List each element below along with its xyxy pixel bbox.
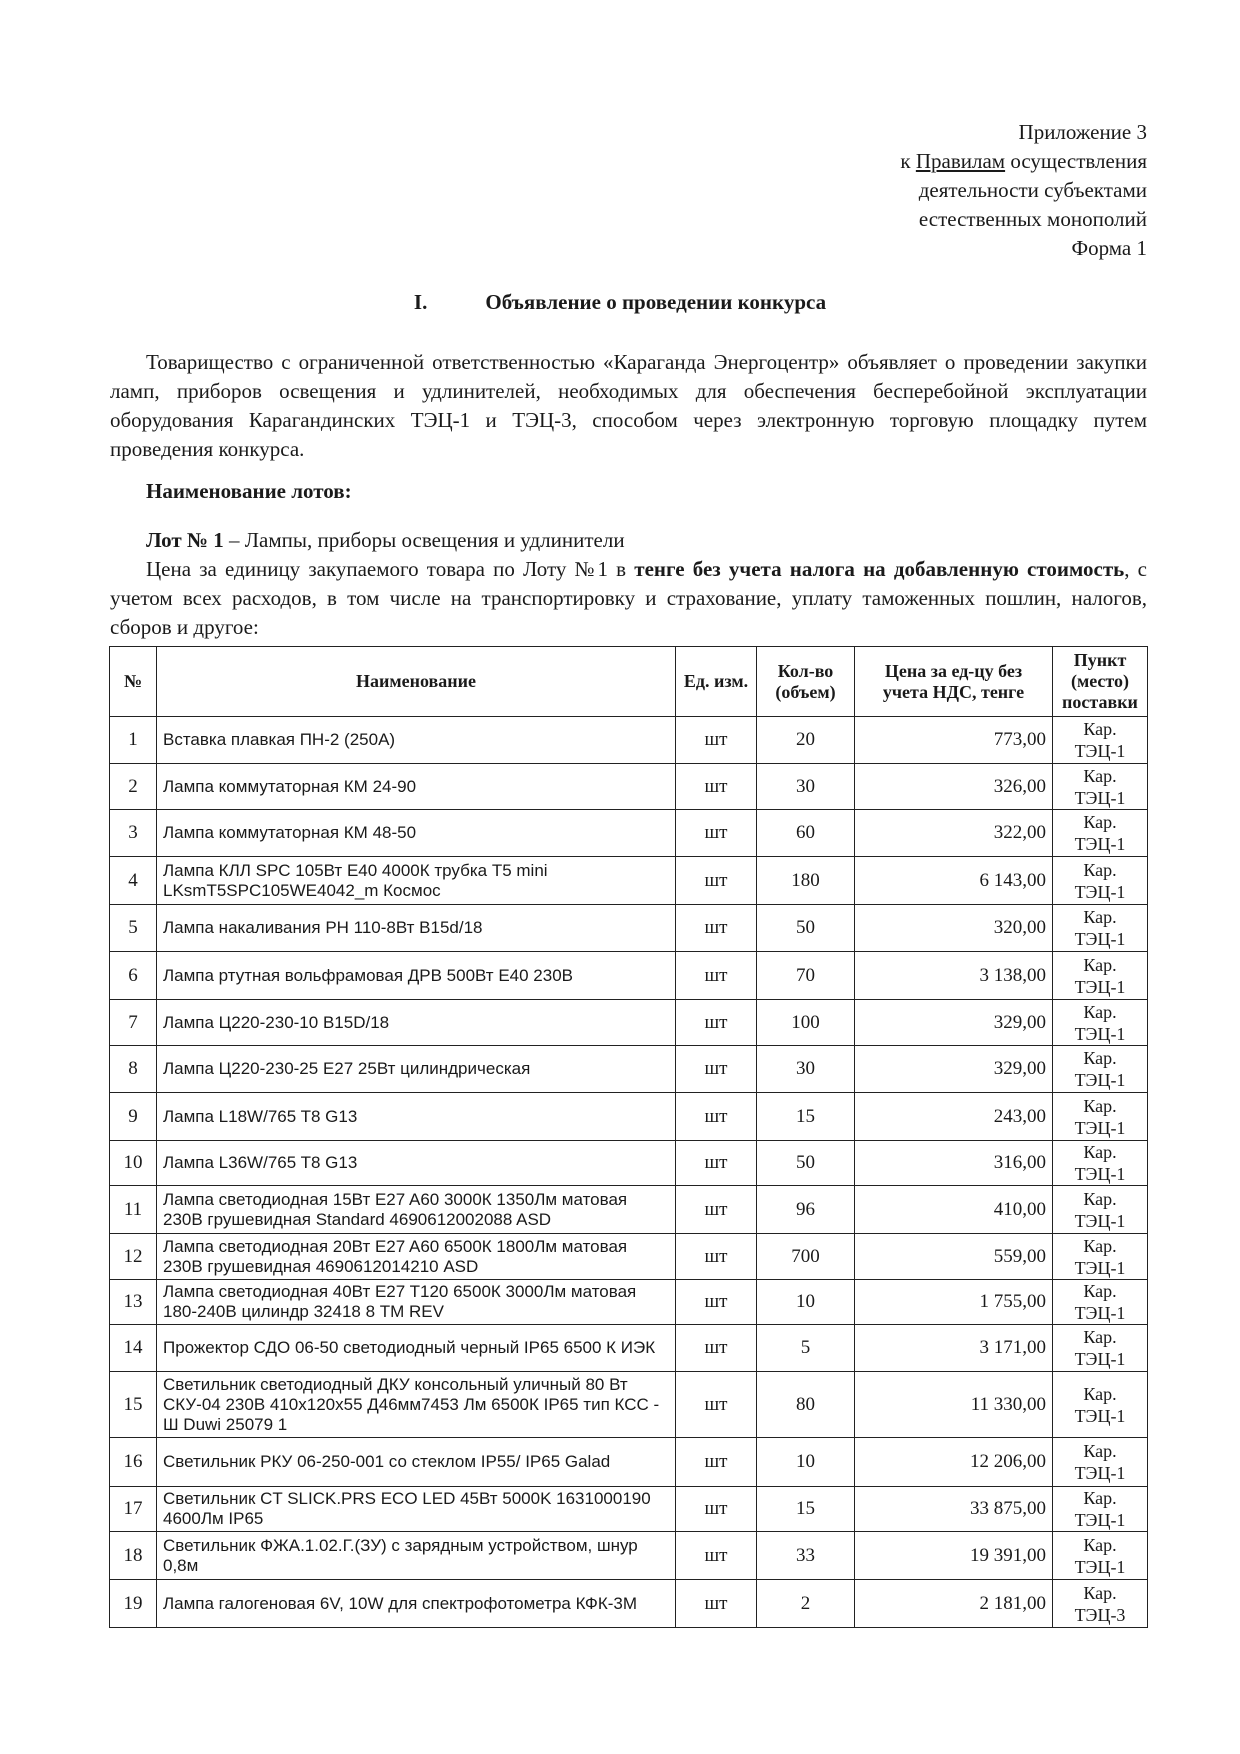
table-row bbox=[110, 1234, 1148, 1280]
item-unit: шт bbox=[676, 1000, 757, 1046]
item-quantity: 50 bbox=[757, 1141, 855, 1186]
item-unit: шт bbox=[676, 1580, 757, 1628]
price-note-bold: тенге без учета налога на добавленную стоимость bbox=[634, 557, 1125, 581]
item-price: 19 391,00 bbox=[855, 1532, 1053, 1580]
row-number: 5 bbox=[110, 905, 157, 952]
item-unit: шт bbox=[676, 952, 757, 1000]
item-name: Вставка плавкая ПН-2 (250А) bbox=[157, 717, 676, 764]
item-unit: шт bbox=[676, 810, 757, 857]
item-quantity: 15 bbox=[757, 1093, 855, 1141]
table-row bbox=[110, 764, 1148, 810]
item-quantity: 30 bbox=[757, 764, 855, 810]
header-num: № bbox=[110, 647, 157, 717]
annex-line-3: деятельности субъектами bbox=[918, 178, 1147, 202]
row-number: 2 bbox=[110, 764, 157, 810]
item-delivery-place: Кар. ТЭЦ-1 bbox=[1053, 1141, 1148, 1186]
table-row bbox=[110, 1532, 1148, 1580]
item-delivery-place: Кар. ТЭЦ-1 bbox=[1053, 1046, 1148, 1093]
item-name: Лампа светодиодная 15Вт E27 A60 3000К 1350Лм матовая 230В грушевидная Standard 4690612002088 ASD bbox=[157, 1186, 676, 1234]
section-number: I. bbox=[413, 290, 428, 314]
row-number: 8 bbox=[110, 1046, 157, 1093]
item-delivery-place: Кар. ТЭЦ-1 bbox=[1053, 717, 1148, 764]
item-price: 2 181,00 bbox=[855, 1580, 1053, 1628]
row-number: 13 bbox=[110, 1280, 157, 1325]
row-number: 6 bbox=[110, 952, 157, 1000]
row-number: 3 bbox=[110, 810, 157, 857]
lot-1-label: Лот № 1 bbox=[146, 528, 224, 552]
item-quantity: 10 bbox=[757, 1280, 855, 1325]
item-price: 773,00 bbox=[855, 717, 1053, 764]
item-unit: шт bbox=[676, 717, 757, 764]
item-price: 1 755,00 bbox=[855, 1280, 1053, 1325]
item-quantity: 10 bbox=[757, 1438, 855, 1487]
item-delivery-place: Кар. ТЭЦ-1 bbox=[1053, 1093, 1148, 1141]
item-quantity: 96 bbox=[757, 1186, 855, 1234]
item-price: 410,00 bbox=[855, 1186, 1053, 1234]
item-price: 329,00 bbox=[855, 1000, 1053, 1046]
row-number: 14 bbox=[110, 1325, 157, 1372]
lot-1-text: – Лампы, приборы освещения и удлинители bbox=[223, 528, 625, 552]
table-row bbox=[110, 1580, 1148, 1628]
item-unit: шт bbox=[676, 1372, 757, 1438]
header-qty: Кол-во (объем) bbox=[757, 647, 855, 717]
table-row bbox=[110, 1487, 1148, 1532]
items-table bbox=[109, 646, 1148, 1628]
item-unit: шт bbox=[676, 1532, 757, 1580]
item-price: 316,00 bbox=[855, 1141, 1053, 1186]
annex-block bbox=[900, 118, 1147, 263]
row-number: 4 bbox=[110, 857, 157, 905]
item-name: Лампа Ц220-230-10 B15D/18 bbox=[157, 1000, 676, 1046]
table-row bbox=[110, 905, 1148, 952]
item-price: 243,00 bbox=[855, 1093, 1053, 1141]
table-row bbox=[110, 1093, 1148, 1141]
item-unit: шт bbox=[676, 1234, 757, 1280]
item-name: Лампа L36W/765 T8 G13 bbox=[157, 1141, 676, 1186]
item-delivery-place: Кар. ТЭЦ-1 bbox=[1053, 857, 1148, 905]
row-number: 7 bbox=[110, 1000, 157, 1046]
section-title: Объявление о проведении конкурса bbox=[485, 290, 827, 314]
item-delivery-place: Кар. ТЭЦ-1 bbox=[1053, 905, 1148, 952]
item-name: Лампа светодиодная 40Вт E27 T120 6500К 3000Лм матовая 180-240В цилиндр 32418 8 TM REV bbox=[157, 1280, 676, 1325]
annex-line-2-prefix: к bbox=[900, 149, 916, 173]
price-note-part1: Цена за единицу закупаемого товара по Лоту №1 в bbox=[146, 557, 635, 581]
table-row bbox=[110, 1186, 1148, 1234]
item-quantity: 180 bbox=[757, 857, 855, 905]
header-unit: Ед. изм. bbox=[676, 647, 757, 717]
item-price: 3 171,00 bbox=[855, 1325, 1053, 1372]
header-price: Цена за ед-цу без учета НДС, тенге bbox=[855, 647, 1053, 717]
item-unit: шт bbox=[676, 1438, 757, 1487]
item-delivery-place: Кар. ТЭЦ-1 bbox=[1053, 1372, 1148, 1438]
item-quantity: 100 bbox=[757, 1000, 855, 1046]
item-unit: шт bbox=[676, 1325, 757, 1372]
item-quantity: 60 bbox=[757, 810, 855, 857]
price-note-part2: , с учетом всех расходов, в том числе на транспортировку и страхование, уплату таможенных пошлин, налогов, сборов и другое: bbox=[110, 557, 1148, 639]
table-row bbox=[110, 952, 1148, 1000]
item-unit: шт bbox=[676, 1280, 757, 1325]
table-row bbox=[110, 1046, 1148, 1093]
table-row bbox=[110, 1325, 1148, 1372]
item-quantity: 30 bbox=[757, 1046, 855, 1093]
row-number: 16 bbox=[110, 1438, 157, 1487]
row-number: 11 bbox=[110, 1186, 157, 1234]
item-unit: шт bbox=[676, 1141, 757, 1186]
table-row bbox=[110, 717, 1148, 764]
item-delivery-place: Кар. ТЭЦ-3 bbox=[1053, 1580, 1148, 1628]
item-delivery-place: Кар. ТЭЦ-1 bbox=[1053, 1438, 1148, 1487]
item-unit: шт bbox=[676, 764, 757, 810]
item-unit: шт bbox=[676, 1046, 757, 1093]
item-delivery-place: Кар. ТЭЦ-1 bbox=[1053, 1234, 1148, 1280]
item-unit: шт bbox=[676, 1186, 757, 1234]
item-name: Светильник ФЖА.1.02.Г.(ЗУ) с зарядным устройством, шнур 0,8м bbox=[157, 1532, 676, 1580]
item-quantity: 5 bbox=[757, 1325, 855, 1372]
row-number: 10 bbox=[110, 1141, 157, 1186]
rules-link[interactable]: Правилам bbox=[915, 149, 1006, 173]
item-quantity: 2 bbox=[757, 1580, 855, 1628]
item-price: 320,00 bbox=[855, 905, 1053, 952]
item-name: Лампа ртутная вольфрамовая ДРВ 500Вт E40 230В bbox=[157, 952, 676, 1000]
table-row bbox=[110, 857, 1148, 905]
item-name: Лампа КЛЛ SPC 105Вт E40 4000К трубка T5 mini LKsmT5SPC105WE4042_m Космос bbox=[157, 857, 676, 905]
price-note bbox=[110, 555, 1147, 642]
item-quantity: 15 bbox=[757, 1487, 855, 1532]
item-price: 3 138,00 bbox=[855, 952, 1053, 1000]
item-price: 329,00 bbox=[855, 1046, 1053, 1093]
row-number: 18 bbox=[110, 1532, 157, 1580]
item-delivery-place: Кар. ТЭЦ-1 bbox=[1053, 1000, 1148, 1046]
item-name: Прожектор СДО 06-50 светодиодный черный IP65 6500 К ИЭК bbox=[157, 1325, 676, 1372]
item-price: 11 330,00 bbox=[855, 1372, 1053, 1438]
table-header-row bbox=[110, 647, 1148, 717]
item-price: 6 143,00 bbox=[855, 857, 1053, 905]
table-row bbox=[110, 810, 1148, 857]
item-unit: шт bbox=[676, 1093, 757, 1141]
header-name: Наименование bbox=[157, 647, 676, 717]
item-quantity: 70 bbox=[757, 952, 855, 1000]
item-quantity: 80 bbox=[757, 1372, 855, 1438]
item-name: Лампа светодиодная 20Вт E27 A60 6500К 1800Лм матовая 230В грушевидная 4690612014210 ASD bbox=[157, 1234, 676, 1280]
intro-paragraph: Товарищество с ограниченной ответственностью «Караганда Энергоцентр» объявляет о проведении закупки ламп, приборов освещения и удлинителей, необходимых для обеспечения бесперебойной эксплуатации оборудования Карагандинских ТЭЦ-1 и ТЭЦ-3, способом через электронную торговую площадку путем проведения конкурса. bbox=[110, 350, 1147, 461]
item-name: Лампа галогеновая 6V, 10W для спектрофотометра КФК-3М bbox=[157, 1580, 676, 1628]
item-unit: шт bbox=[676, 857, 757, 905]
item-price: 559,00 bbox=[855, 1234, 1053, 1280]
item-delivery-place: Кар. ТЭЦ-1 bbox=[1053, 1325, 1148, 1372]
table-row bbox=[110, 1000, 1148, 1046]
row-number: 17 bbox=[110, 1487, 157, 1532]
annex-line-2 bbox=[900, 147, 1147, 176]
table-row bbox=[110, 1372, 1148, 1438]
table-row bbox=[110, 1438, 1148, 1487]
annex-line-1: Приложение 3 bbox=[1018, 120, 1147, 144]
item-unit: шт bbox=[676, 1487, 757, 1532]
table-row bbox=[110, 1141, 1148, 1186]
item-quantity: 50 bbox=[757, 905, 855, 952]
header-place: Пункт (место) поставки bbox=[1053, 647, 1148, 717]
item-unit: шт bbox=[676, 905, 757, 952]
item-delivery-place: Кар. ТЭЦ-1 bbox=[1053, 1186, 1148, 1234]
item-name: Светильник светодиодный ДКУ консольный уличный 80 Вт СКУ-04 230В 410х120х55 Д46мм7453 Лм 6500К IP65 тип КСС - Ш Duwi 25079 1 bbox=[157, 1372, 676, 1438]
item-name: Лампа накаливания РН 110-8Вт B15d/18 bbox=[157, 905, 676, 952]
row-number: 15 bbox=[110, 1372, 157, 1438]
table-row bbox=[110, 1280, 1148, 1325]
item-name: Лампа коммутаторная КМ 48-50 bbox=[157, 810, 676, 857]
lots-title: Наименование лотов: bbox=[146, 479, 352, 503]
row-number: 9 bbox=[110, 1093, 157, 1141]
row-number: 1 bbox=[110, 717, 157, 764]
item-quantity: 33 bbox=[757, 1532, 855, 1580]
item-name: Лампа коммутаторная КМ 24-90 bbox=[157, 764, 676, 810]
item-name: Лампа Ц220-230-25 E27 25Вт цилиндрическая bbox=[157, 1046, 676, 1093]
item-quantity: 20 bbox=[757, 717, 855, 764]
item-delivery-place: Кар. ТЭЦ-1 bbox=[1053, 1532, 1148, 1580]
annex-line-4: естественных монополий bbox=[918, 207, 1147, 231]
annex-line-2-suffix: осуществления bbox=[1005, 149, 1147, 173]
item-delivery-place: Кар. ТЭЦ-1 bbox=[1053, 810, 1148, 857]
item-delivery-place: Кар. ТЭЦ-1 bbox=[1053, 952, 1148, 1000]
item-name: Светильник РКУ 06-250-001 со стеклом IP55/ IP65 Galad bbox=[157, 1438, 676, 1487]
item-price: 326,00 bbox=[855, 764, 1053, 810]
item-price: 322,00 bbox=[855, 810, 1053, 857]
item-delivery-place: Кар. ТЭЦ-1 bbox=[1053, 764, 1148, 810]
item-delivery-place: Кар. ТЭЦ-1 bbox=[1053, 1280, 1148, 1325]
item-price: 33 875,00 bbox=[855, 1487, 1053, 1532]
item-price: 12 206,00 bbox=[855, 1438, 1053, 1487]
row-number: 12 bbox=[110, 1234, 157, 1280]
lot-1-line bbox=[146, 526, 625, 555]
item-quantity: 700 bbox=[757, 1234, 855, 1280]
item-delivery-place: Кар. ТЭЦ-1 bbox=[1053, 1487, 1148, 1532]
annex-line-5: Форма 1 bbox=[1071, 236, 1147, 260]
item-name: Лампа L18W/765 T8 G13 bbox=[157, 1093, 676, 1141]
item-name: Светильник CT SLICK.PRS ECO LED 45Вт 5000K 1631000190 4600Лм IP65 bbox=[157, 1487, 676, 1532]
row-number: 19 bbox=[110, 1580, 157, 1628]
section-heading bbox=[0, 290, 1240, 315]
